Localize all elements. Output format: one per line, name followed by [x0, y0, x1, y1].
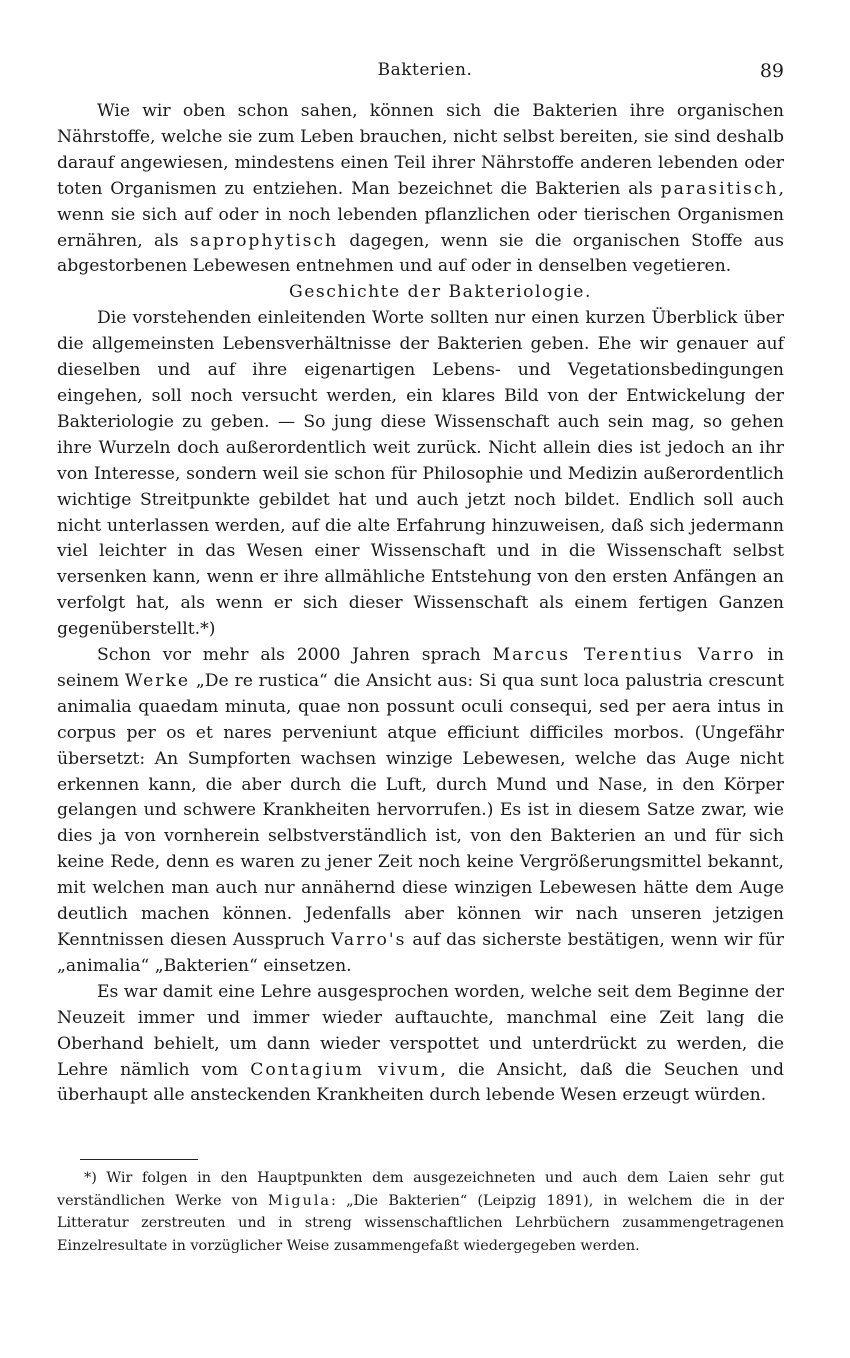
- footnote-rule: [80, 1159, 198, 1160]
- running-header: [0, 60, 850, 86]
- section-heading: Geschichte der Bakteriologie.: [289, 282, 592, 303]
- text-run: auf das sicherste bestätigen, wenn wir für „animalia“ „Bakterien“ einsetzen.: [57, 930, 784, 976]
- emphasis-varro-name: Marcus Terentius Varro: [492, 645, 756, 666]
- paragraph-introduction: Die vorstehenden einleitenden Worte sollten nur einen kurzen Überblick über die allgemeinsten Lebensverhältnisse der Bakterien geben. Ehe wir genauer auf dieselben und auf ihre eigenartigen Lebens- und Vegetationsbedingungen eingehen, soll noch versucht werden, ein klares Bild von der Entwickelung der Bakteriologie zu geben. — So jung diese Wissenschaft auch sein mag, so gehen ihre Wurzeln doch außerordentlich weit zurück. Nicht allein dies ist jedoch an ihr von Interesse, sondern weil sie schon für Philosophie und Medizin außerordentlich wichtige Streitpunkte gebildet hat und auch jetzt noch bildet. Endlich soll auch nicht unterlassen werden, auf die alte Erfahrung hinzuweisen, daß sich jedermann viel leichter in das Wesen einer Wissenschaft und in die Wissenschaft selbst versenken kann, wenn er ihre allmähliche Entstehung von den ersten Anfängen an verfolgt hat, als wenn er sich dieser Wissenschaft als einem fertigen Ganzen gegenüberstellt.*): [57, 308, 784, 640]
- text-run: *) Wir folgen in den Hauptpunkten dem ausgezeichneten und auch dem Laien sehr gut verständlichen Werke von: [57, 1170, 784, 1209]
- text-run: , wenn sie sich auf oder in noch lebenden pflanzlichen oder tierischen Organismen ernähren, als: [57, 178, 784, 251]
- text-run: „De re rustica“ die Ansicht aus: Si qua sunt loca palustria crescunt animalia quaedam minuta, quae non possunt oculi consequi, sed per aera intus in corpus per os et nares perveniunt atque efficiunt difficiles morbos. (Ungefähr übersetzt: An Sumpforten wachsen winzige Lebewesen, welche das Auge nicht erkennen kann, die aber durch die Luft, durch Mund und Nase, in den Körper gelangen und schwere Krankheiten hervorrufen.) Es ist in diesem Satze zwar, wie dies ja von vornherein selbstverständlich ist, von den Bakterien an und für sich keine Rede, denn es waren zu jener Zeit noch keine Vergrößerungsmittel bekannt, mit welchen man auch nur annähernd diese winzigen Lebewesen hätte dem Auge deutlich machen können. Jedenfalls aber können wir nach unseren jetzigen Kenntnissen diesen Ausspruch: [57, 670, 784, 950]
- text-run: dagegen, wenn sie die organischen Stoffe aus abgestorbenen Lebewesen entnehmen und auf oder in denselben vegetieren.: [57, 230, 784, 277]
- text-run: Es war damit eine Lehre ausgesprochen worden, welche seit dem Beginne der Neuzeit immer und immer wieder auftauchte, manchmal eine Zeit lang die Oberhand behielt, um dann wieder verspottet und unterdrückt zu werden, die Lehre nämlich vom: [57, 981, 784, 1080]
- emphasis-werke: Werke: [124, 670, 191, 691]
- paragraph-varro: [57, 643, 784, 980]
- emphasis-saprophytisch: saprophytisch: [189, 230, 339, 251]
- body-text: [57, 99, 784, 1109]
- text-run: Schon vor mehr als 2000 Jahren sprach: [97, 645, 493, 666]
- footnote-text: [57, 1167, 784, 1257]
- text-run: : „Die Bakterien“ (Leipzig 1891), in welchem die in der Litteratur zerstreuten und in streng wissenschaftlichen Lehrbüchern zusammengetragenen Einzelresultate in vorzüglicher Weise zusammengefaßt wiedergegeben werden.: [57, 1192, 784, 1254]
- text-run: in seinem: [57, 645, 784, 691]
- emphasis-parasitisch: parasitisch: [660, 178, 779, 199]
- emphasis-varros: Varro's: [330, 930, 407, 950]
- text-run: , die Ansicht, daß die Seuchen und überhaupt alle ansteckenden Krankheiten durch lebende Wesen erzeugt würden.: [57, 1059, 785, 1106]
- paragraph-parasitic-saprophytic: [57, 99, 784, 280]
- footnote: [57, 1167, 784, 1257]
- paragraph-contagium-vivum: [57, 980, 784, 1110]
- page-number: 89: [759, 60, 784, 82]
- text-run: Wie wir oben schon sahen, können sich die Bakterien ihre organischen Nährstoffe, welche sie zum Leben brauchen, nicht selbst bereiten, sie sind deshalb darauf angewiesen, mindestens einen Teil ihrer Nährstoffe anderen lebenden oder toten Organismen zu entziehen. Man bezeichnet die Bakterien als: [57, 101, 784, 199]
- emphasis-contagium-vivum: Contagium vivum: [250, 1059, 441, 1080]
- running-title: Bakterien.: [377, 60, 473, 80]
- emphasis-migula: Migula: [268, 1192, 332, 1209]
